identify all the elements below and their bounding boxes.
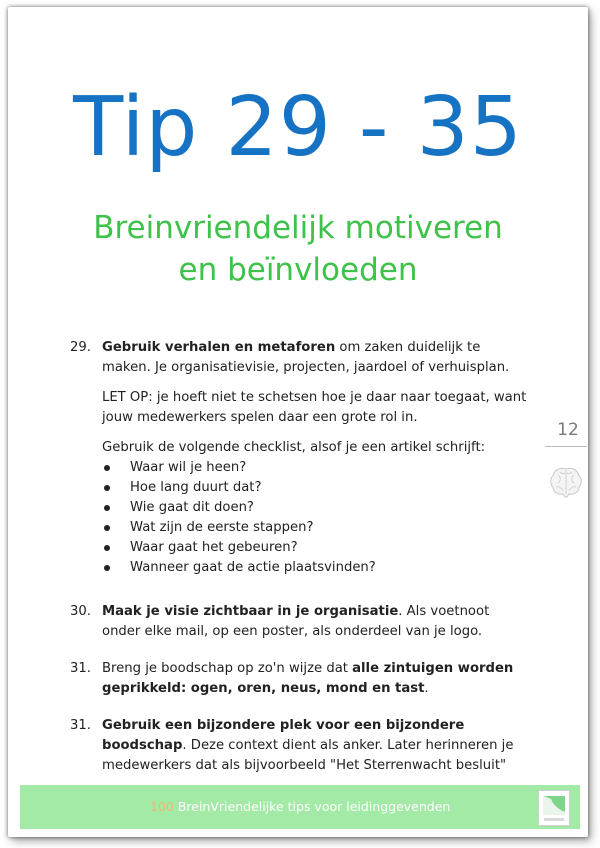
tip-29 (70, 338, 530, 578)
tip-number: 31. (70, 661, 91, 676)
page-number: 12 (557, 420, 579, 440)
checklist-item: Hoe lang duurt dat? (102, 478, 530, 498)
tip-31b-rest: . Deze context dient als anker. Later herinneren je medewerkers dat als bijvoorbeeld "Het Sterrenwacht besluit" (102, 738, 514, 773)
brain-icon (548, 464, 584, 500)
tip-31b (70, 716, 530, 776)
tip-31b-bold: Gebruik een bijzondere plek voor een bijzondere boodschap (102, 718, 465, 753)
footer-bar (20, 785, 580, 829)
footer-text (150, 799, 450, 814)
footer-accent: 100 (150, 799, 174, 814)
tip-31b-text (102, 716, 530, 776)
checklist-item: Wanneer gaat de actie plaatsvinden? (102, 558, 530, 578)
tip-29-rest: om zaken duidelijk te maken. Je organisatievisie, projecten, jaardoel of verhuisplan. (102, 340, 510, 375)
tip-30-text (102, 602, 530, 642)
tip-29-bold: Gebruik verhalen en metaforen (102, 340, 336, 355)
checklist-intro-text: Gebruik de volgende checklist, alsof je een artikel schrijft: (102, 440, 486, 455)
checklist-item: Waar wil je heen? (102, 458, 530, 478)
tips-content (70, 338, 530, 793)
checklist-item: Wat zijn de eerste stappen? (102, 518, 530, 538)
tip-30-rest: . Als voetnoot onder elke mail, op een poster, als onderdeel van je logo. (102, 604, 490, 639)
checklist (102, 458, 530, 578)
page-number-divider (545, 446, 587, 447)
tip-29-text (102, 338, 530, 378)
subtitle-line-1: Breinvriendelijk motiveren (93, 210, 503, 246)
page-title: Tip 29 - 35 (73, 80, 523, 175)
tip-number: 31. (70, 718, 91, 733)
tip-31a-after: . (424, 681, 429, 696)
footer-label: BreinVriendelijke tips voor leidinggevenden (173, 799, 451, 814)
page-subtitle (8, 207, 588, 291)
checklist-item: Waar gaat het gebeuren? (102, 538, 530, 558)
tip-30 (70, 602, 530, 642)
logo-icon (538, 790, 570, 826)
tip-31a-bold: alle zintuigen worden geprikkeld: ogen, oren, neus, mond en tast (102, 661, 514, 696)
tip-29-note: LET OP: je hoeft niet te schetsen hoe je daar naar toegaat, want jouw medewerkers spelen daar een grote rol in. (102, 390, 527, 425)
tip-31a-before: Breng je boodschap op zo'n wijze dat (102, 661, 353, 676)
tip-number: 29. (70, 340, 91, 355)
tip-29-checklist-intro (102, 438, 530, 458)
checklist-item: Wie gaat dit doen? (102, 498, 530, 518)
tip-number: 30. (70, 604, 91, 619)
tip-30-bold: Maak je visie zichtbaar in je organisatie (102, 604, 399, 619)
tip-31a-text (102, 659, 530, 699)
tip-31a (70, 659, 530, 699)
subtitle-line-2: en beïnvloeden (178, 252, 418, 289)
